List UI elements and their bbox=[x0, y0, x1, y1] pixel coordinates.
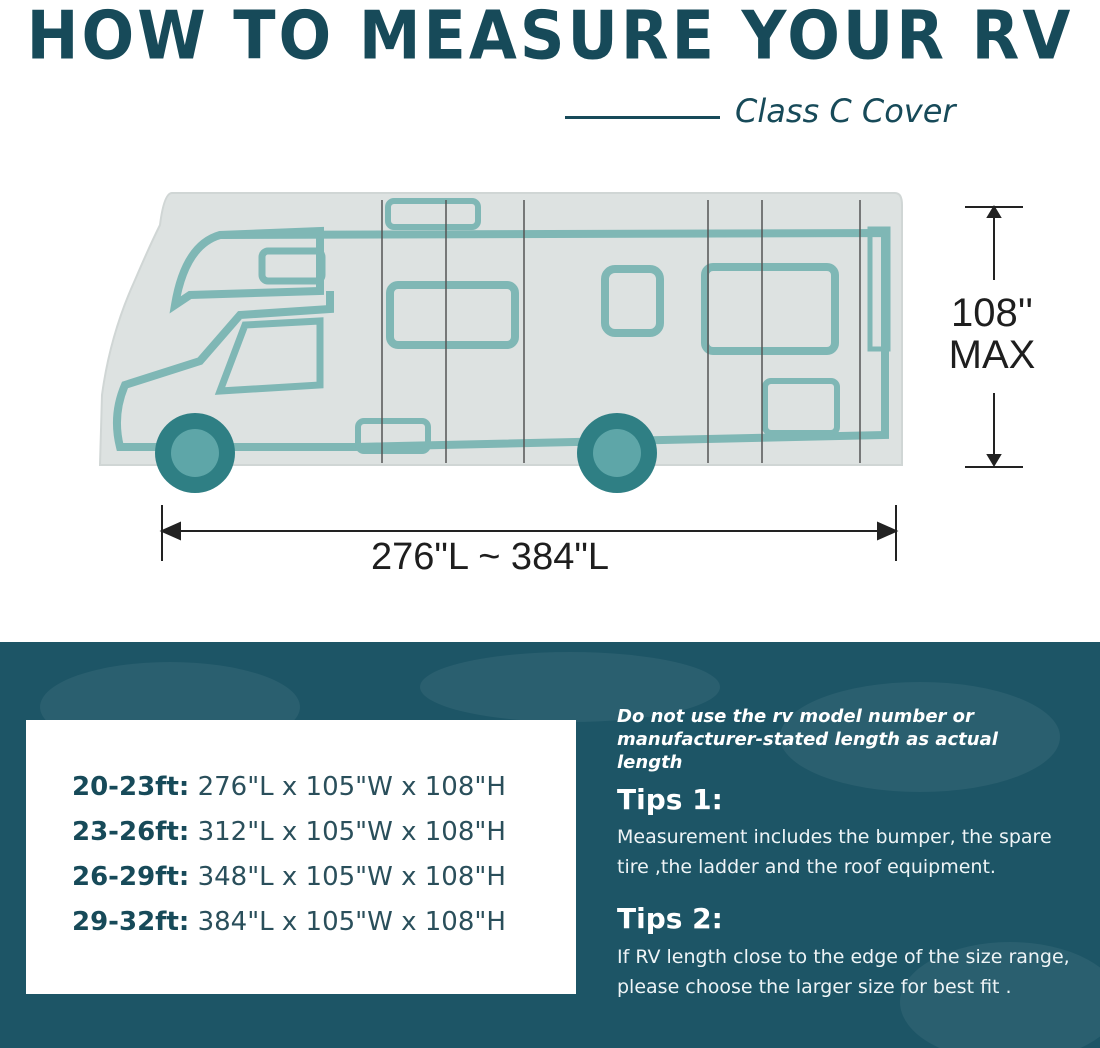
tip-2-body: If RV length close to the edge of the size range, please choose the larger size for best fit . bbox=[617, 946, 1070, 998]
height-value: 108'' bbox=[950, 291, 1033, 335]
subtitle: Class C Cover bbox=[735, 92, 956, 130]
rear-wheel bbox=[577, 413, 657, 493]
height-label bbox=[930, 292, 1054, 376]
length-label: 276"L ~ 384"L bbox=[371, 536, 609, 578]
measurement-warning: Do not use the rv model number or manufacturer-stated length as actual length bbox=[617, 706, 998, 773]
front-wheel bbox=[155, 413, 235, 493]
height-note: MAX bbox=[948, 333, 1036, 377]
size-chart-card bbox=[26, 720, 576, 994]
rv-illustration bbox=[90, 185, 1080, 575]
tip-1-title: Tips 1: bbox=[617, 783, 723, 816]
tip-2-title: Tips 2: bbox=[617, 902, 723, 935]
size-row: 23-26ft: 312"L x 105"W x 108"H bbox=[72, 817, 506, 847]
page-title: HOW TO MEASURE YOUR RV bbox=[26, 0, 1074, 75]
tip-1-body: Measurement includes the bumper, the spare tire ,the ladder and the roof equipment. bbox=[617, 826, 1052, 878]
size-row: 26-29ft: 348"L x 105"W x 108"H bbox=[72, 862, 506, 892]
size-row: 29-32ft: 384"L x 105"W x 108"H bbox=[72, 907, 506, 937]
size-row: 20-23ft: 276"L x 105"W x 108"H bbox=[72, 772, 506, 802]
subtitle-rule bbox=[565, 116, 720, 119]
